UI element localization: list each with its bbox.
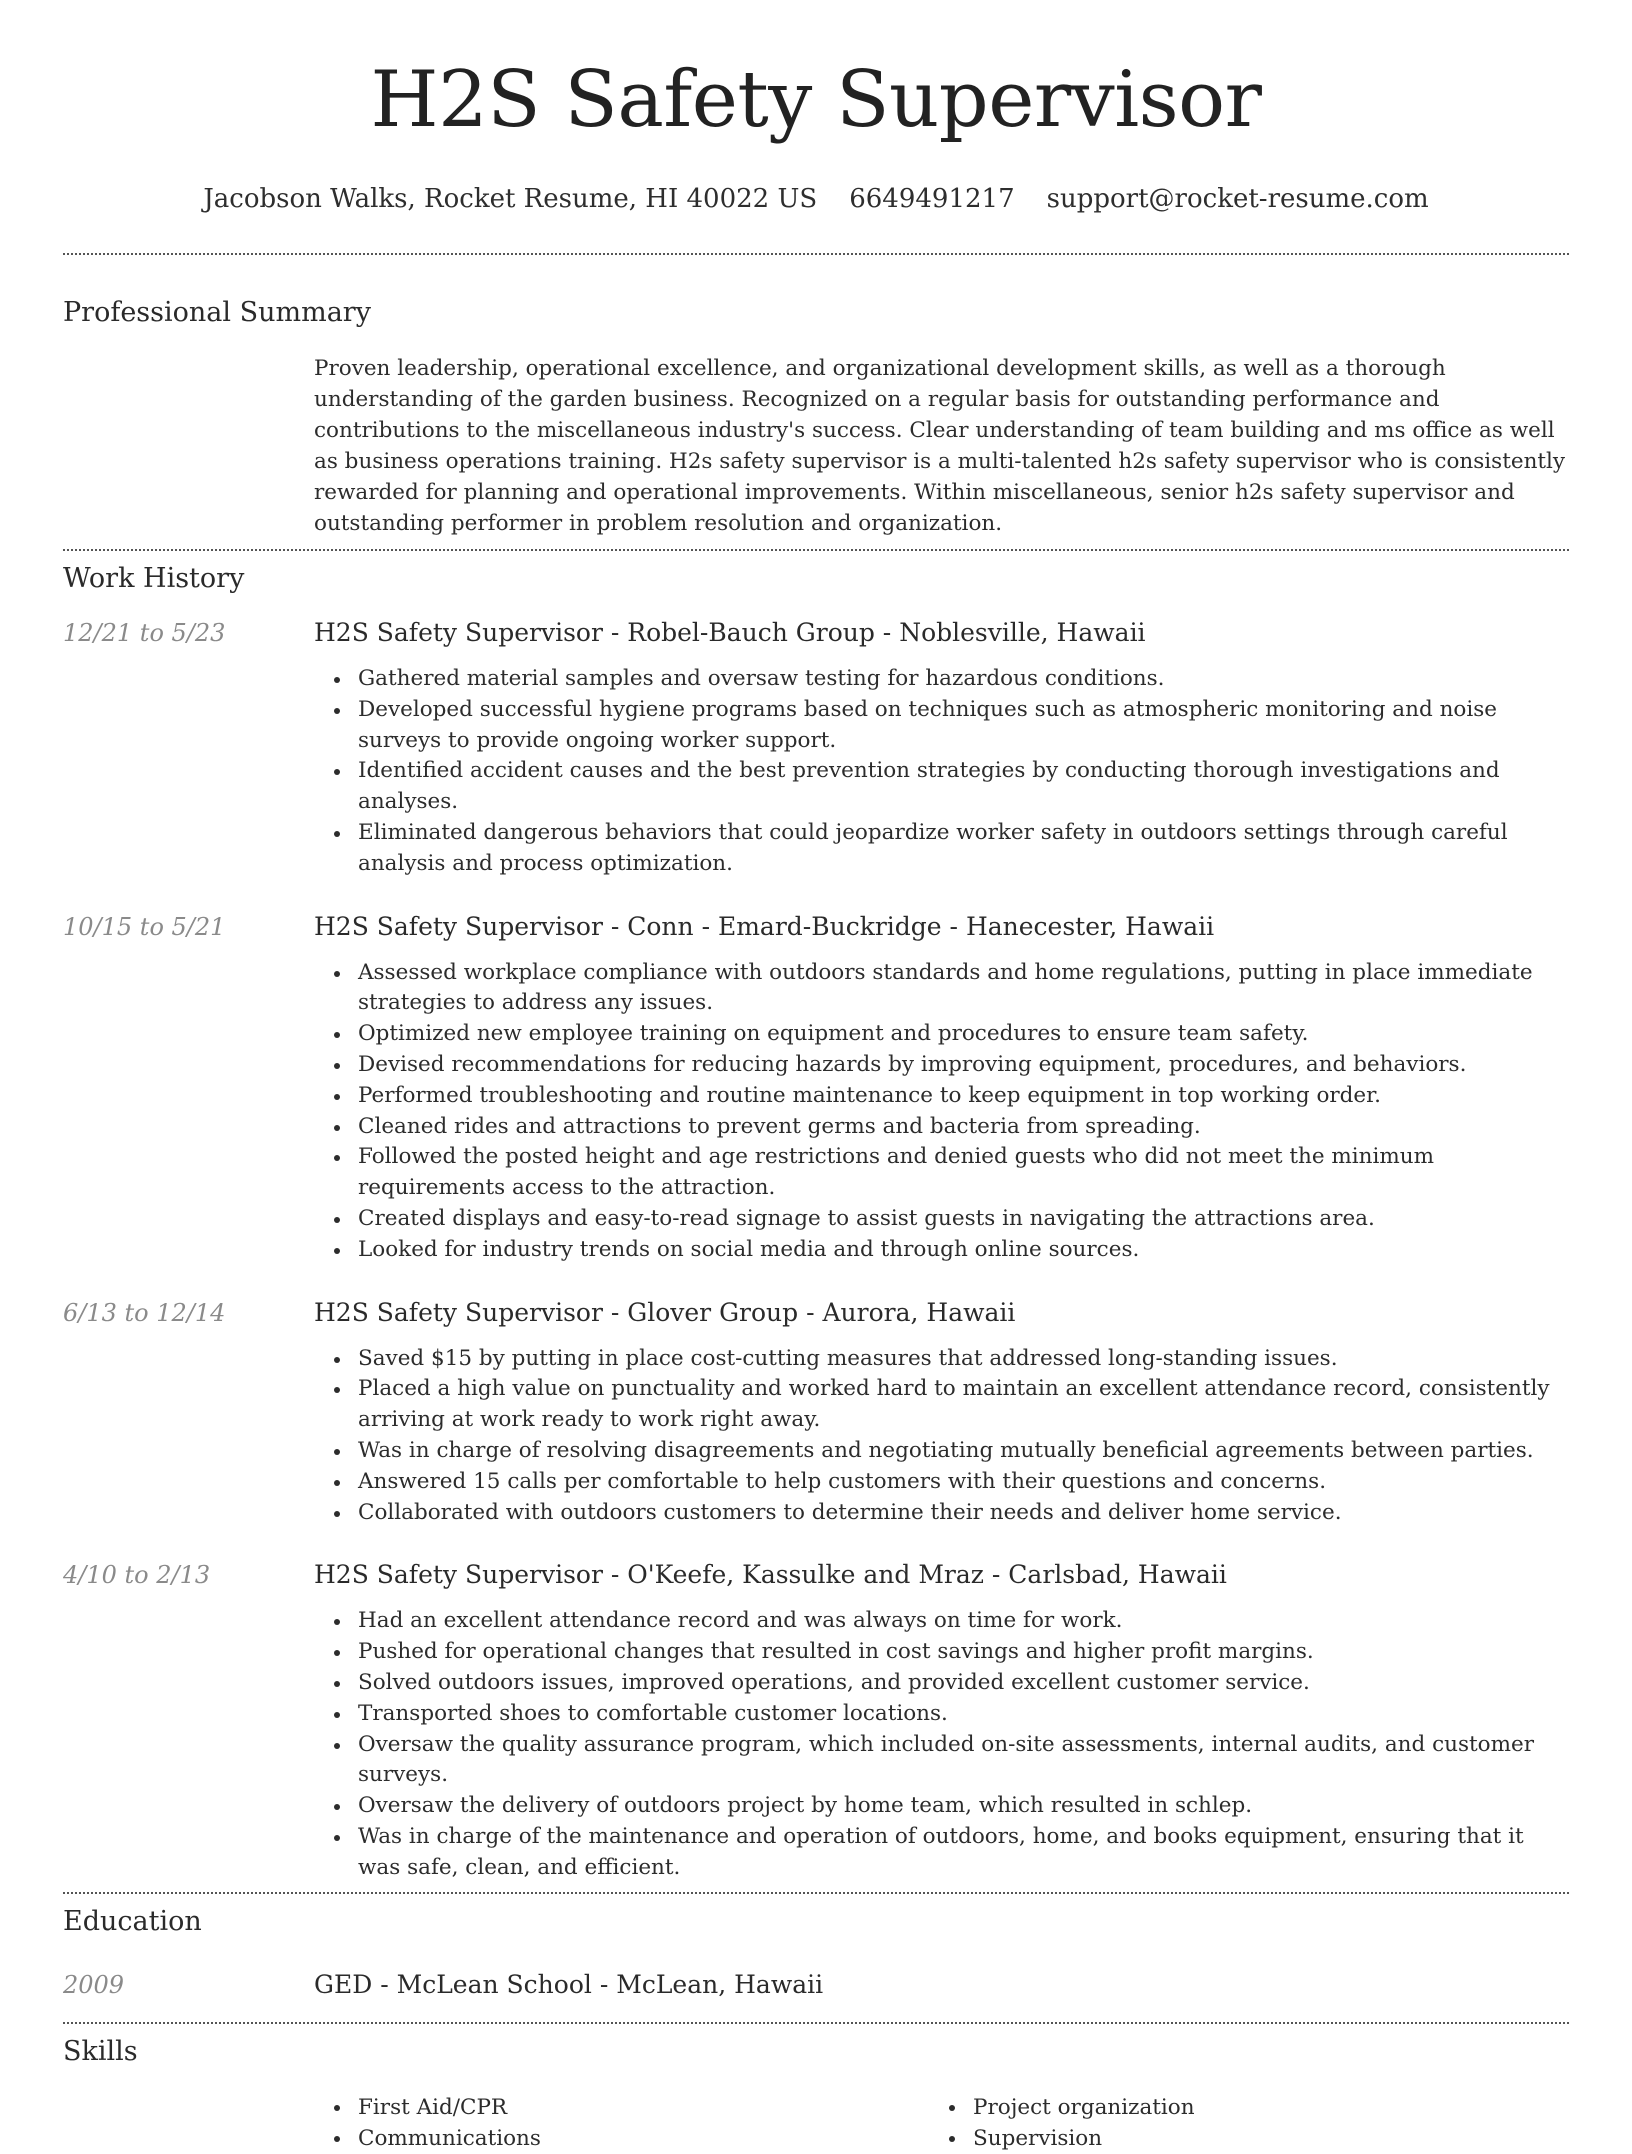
job-heading: H2S Safety Supervisor - Robel-Bauch Group - Noblesville, Hawaii (314, 618, 1146, 647)
job-bullet: Assessed workplace compliance with outdoors standards and home regulations, putting in place immediate strategies to address any issues. (314, 958, 1569, 1020)
job-bullet: Solved outdoors issues, improved operations, and provided excellent customer service. (314, 1668, 1569, 1699)
job-bullet: Developed successful hygiene programs based on techniques such as atmospheric monitoring and noise surveys to provide ongoing worker support. (314, 695, 1569, 757)
candidate-title: H2S Safety Supervisor (370, 55, 1262, 145)
education-heading-line: GED - McLean School - McLean, Hawaii (314, 1969, 824, 1999)
job-date: 10/15 to 5/21 (63, 912, 226, 941)
job-entry (63, 1558, 1569, 1883)
job-bullet: Gathered material samples and oversaw testing for hazardous conditions. (314, 664, 1569, 695)
job-bullet: Placed a high value on punctuality and worked hard to maintain an excellent attendance record, consistently arriving at work ready to work right away. (314, 1374, 1569, 1436)
job-bullet: Looked for industry trends on social media and through online sources. (314, 1235, 1569, 1266)
job-bullet: Saved $15 by putting in place cost-cutting measures that addressed long-standing issues. (314, 1344, 1569, 1375)
job-bullet: Was in charge of the maintenance and operation of outdoors, home, and books equipment, ensuring that it was safe, clean, and efficient. (314, 1822, 1569, 1884)
skill-item: Project organization (929, 2092, 1569, 2123)
skill-item: Communications (314, 2123, 929, 2154)
skill-item: First Aid/CPR (314, 2092, 929, 2123)
contact-address: Jacobson Walks, Rocket Resume, HI 40022 US (203, 184, 818, 214)
skills-list (314, 2092, 1569, 2154)
job-bullet: Created displays and easy-to-read signage to assist guests in navigating the attractions area. (314, 1204, 1569, 1235)
job-bullet: Had an excellent attendance record and was always on time for work. (314, 1606, 1569, 1637)
job-date: 4/10 to 2/13 (63, 1561, 211, 1590)
job-bullets (314, 1606, 1569, 1883)
education-entry (63, 1968, 1569, 2002)
job-heading: H2S Safety Supervisor - Glover Group - Aurora, Hawaii (314, 1297, 1016, 1327)
work-history-heading: Work History (63, 563, 245, 594)
job-bullet: Devised recommendations for reducing hazards by improving equipment, procedures, and behaviors. (314, 1050, 1569, 1081)
job-entry (63, 616, 1569, 880)
job-bullet: Collaborated with outdoors customers to determine their needs and deliver home service. (314, 1498, 1569, 1529)
job-bullet: Optimized new employee training on equipment and procedures to ensure team safety. (314, 1019, 1569, 1050)
job-bullet: Was in charge of resolving disagreements and negotiating mutually beneficial agreements between parties. (314, 1436, 1569, 1467)
job-bullet: Cleaned rides and attractions to prevent germs and bacteria from spreading. (314, 1112, 1569, 1143)
summary-text: Proven leadership, operational excellence, and organizational development skills, as well as a thorough understanding of the garden business. Recognized on a regular basis for outstanding performance and contributions to the miscellaneous industry's success. Clear understanding of team building and ms office as well as business operations training. H2s safety supervisor is a multi-talented h2s safety supervisor who is consistently rewarded for planning and operational improvements. Within miscellaneous, senior h2s safety supervisor and outstanding performer in problem resolution and organization. (314, 356, 1566, 536)
skills-heading: Skills (63, 2035, 138, 2067)
job-bullet: Oversaw the quality assurance program, which included on-site assessments, internal audits, and customer surveys. (314, 1730, 1569, 1792)
contact-phone: 6649491217 (849, 184, 1015, 214)
contact-line (63, 182, 1569, 216)
job-bullet: Answered 15 calls per comfortable to help customers with their questions and concerns. (314, 1467, 1569, 1498)
job-entry (63, 1296, 1569, 1529)
skills-column-left (314, 2092, 929, 2154)
section-divider (63, 1892, 1569, 1894)
summary-heading: Professional Summary (63, 297, 371, 328)
job-bullet: Identified accident causes and the best prevention strategies by conducting thorough investigations and analyses. (314, 756, 1569, 818)
job-bullet: Eliminated dangerous behaviors that could jeopardize worker safety in outdoors settings through careful analysis and process optimization. (314, 818, 1569, 880)
section-divider (63, 549, 1569, 551)
section-divider (63, 253, 1569, 255)
resume-header (63, 0, 1569, 216)
job-heading: H2S Safety Supervisor - O'Keefe, Kassulke and Mraz - Carlsbad, Hawaii (314, 1560, 1227, 1590)
job-heading: H2S Safety Supervisor - Conn - Emard-Buckridge - Hanecester, Hawaii (314, 911, 1215, 941)
job-date: 6/13 to 12/14 (63, 1298, 226, 1327)
skills-column-right (929, 2092, 1569, 2154)
job-bullets (314, 958, 1569, 1266)
job-bullet: Performed troubleshooting and routine maintenance to keep equipment in top working order. (314, 1081, 1569, 1112)
job-bullets (314, 1344, 1569, 1529)
job-bullets (314, 664, 1569, 880)
education-heading: Education (63, 1905, 202, 1937)
job-date: 12/21 to 5/23 (63, 619, 226, 647)
job-bullet: Followed the posted height and age restrictions and denied guests who did not meet the minimum requirements access to the attraction. (314, 1142, 1569, 1204)
contact-email: support@rocket-resume.com (1046, 184, 1429, 214)
section-divider (63, 2022, 1569, 2024)
job-bullet: Oversaw the delivery of outdoors project by home team, which resulted in schlep. (314, 1791, 1569, 1822)
job-bullet: Transported shoes to comfortable customer locations. (314, 1699, 1569, 1730)
job-bullet: Pushed for operational changes that resulted in cost savings and higher profit margins. (314, 1637, 1569, 1668)
education-date: 2009 (63, 1970, 125, 1999)
skill-item: Supervision (929, 2123, 1569, 2154)
job-entry (63, 910, 1569, 1266)
